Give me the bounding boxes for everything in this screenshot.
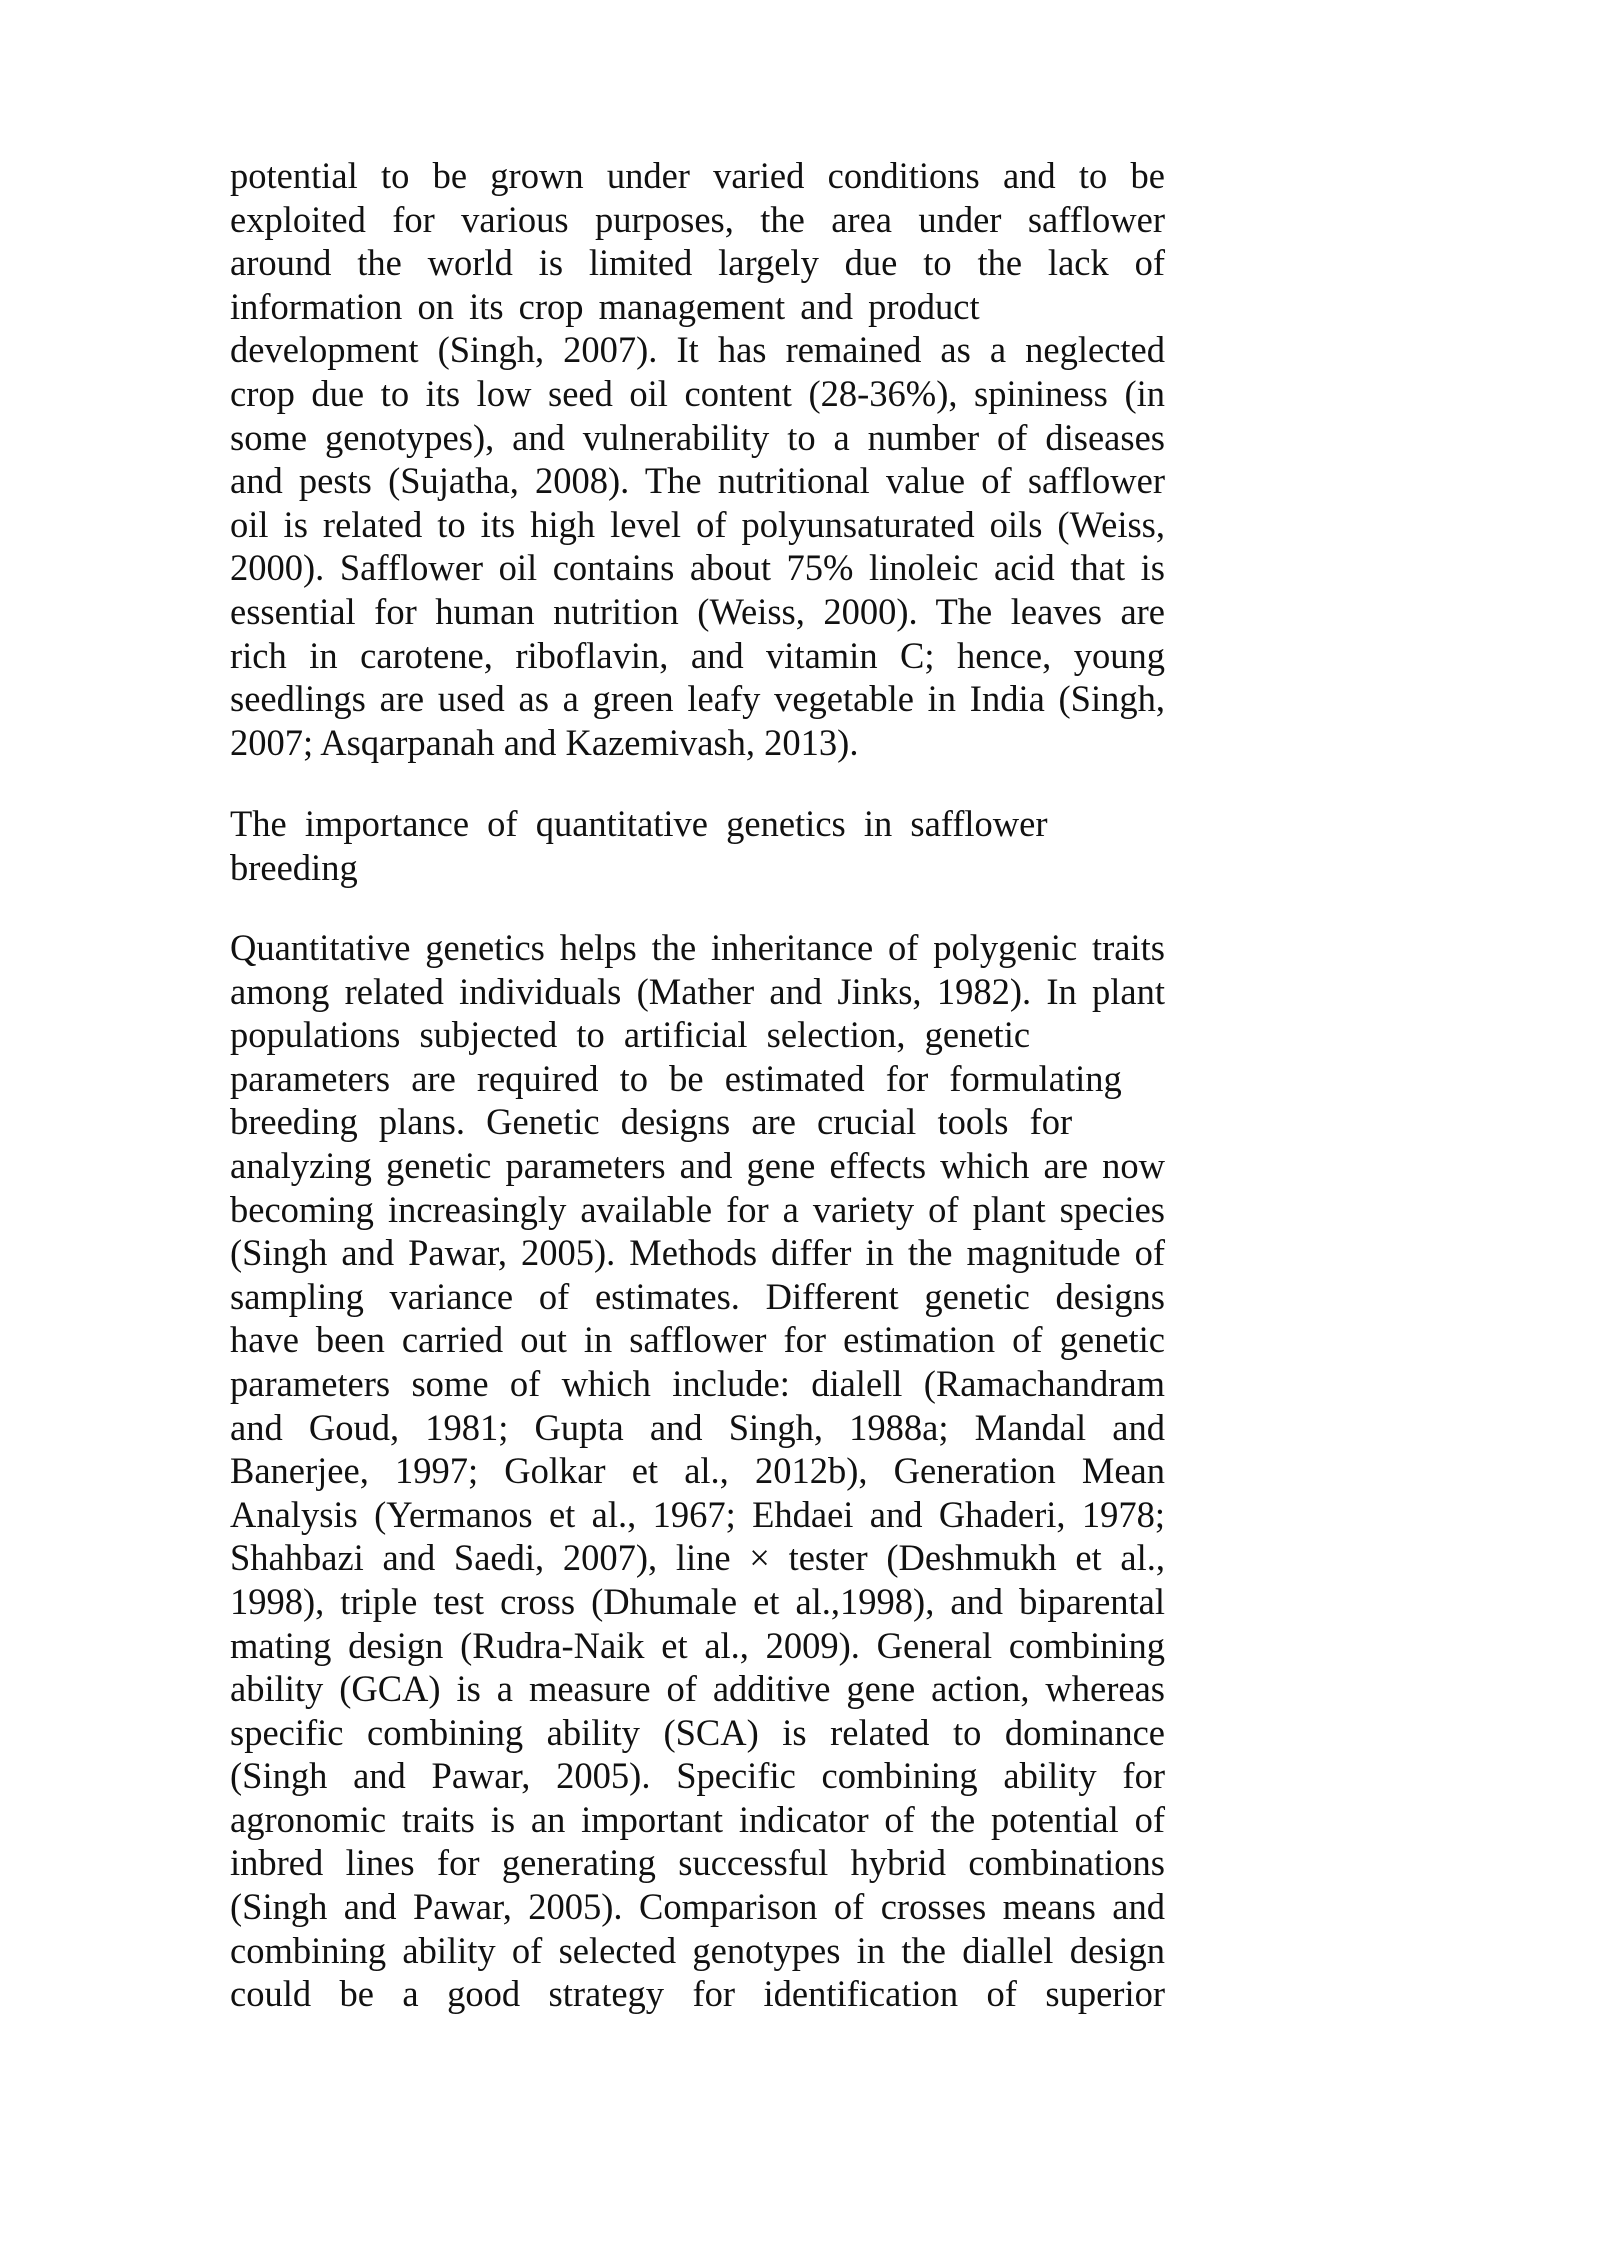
text-line: Banerjee, 1997; Golkar et al., 2012b), Generation Mean xyxy=(230,1450,1165,1492)
text-line: have been carried out in safflower for estimation of genetic xyxy=(230,1319,1165,1361)
text-line: essential for human nutrition (Weiss, 2000). The leaves are xyxy=(230,590,1165,632)
text-line: 1998), triple test cross (Dhumale et al.,1998), and biparental xyxy=(230,1580,1165,1622)
text-line: specific combining ability (SCA) is related to dominance xyxy=(230,1711,1165,1753)
text-line: (Singh and Pawar, 2005). Comparison of crosses means and xyxy=(230,1886,1165,1928)
text-line: 2007; Asqarpanah and Kazemivash, 2013). xyxy=(230,721,859,763)
body-paragraph-1 xyxy=(230,154,1165,764)
text-line: Shahbazi and Saedi, 2007), line × tester (Deshmukh et al., xyxy=(230,1537,1165,1579)
text-line: parameters some of which include: dialell (Ramachandram xyxy=(230,1362,1165,1404)
text-line: development (Singh, 2007). It has remained as a neglected xyxy=(230,329,1165,371)
text-line: sampling variance of estimates. Different genetic designs xyxy=(230,1275,1165,1317)
text-line: potential to be grown under varied conditions and to be xyxy=(230,155,1165,196)
heading-line: breeding xyxy=(230,846,358,888)
text-line: populations subjected to artificial selection, genetic xyxy=(230,1014,1031,1056)
heading-line: The importance of quantitative genetics in safflower xyxy=(230,803,1048,844)
text-line: seedlings are used as a green leafy vegetable in India (Singh, xyxy=(230,678,1165,720)
text-line: (Singh and Pawar, 2005). Specific combining ability for xyxy=(230,1755,1165,1797)
text-line: combining ability of selected genotypes in the diallel design xyxy=(230,1929,1165,1971)
text-line: among related individuals (Mather and Jinks, 1982). In plant xyxy=(230,970,1165,1012)
text-line: inbred lines for generating successful hybrid combinations xyxy=(230,1842,1165,1884)
text-line: and Goud, 1981; Gupta and Singh, 1988a; Mandal and xyxy=(230,1406,1165,1448)
text-line: parameters are required to be estimated for formulating xyxy=(230,1057,1122,1099)
text-line: (Singh and Pawar, 2005). Methods differ in the magnitude of xyxy=(230,1232,1165,1274)
text-line: oil is related to its high level of polyunsaturated oils (Weiss, xyxy=(230,503,1165,545)
text-line: exploited for various purposes, the area under safflower xyxy=(230,198,1165,240)
text-line: mating design (Rudra-Naik et al., 2009). General combining xyxy=(230,1624,1165,1666)
text-line: crop due to its low seed oil content (28-36%), spininess (in xyxy=(230,372,1165,414)
text-line: could be a good strategy for identification of superior xyxy=(230,1973,1165,2015)
text-line: breeding plans. Genetic designs are crucial tools for xyxy=(230,1101,1073,1143)
text-line: analyzing genetic parameters and gene effects which are now xyxy=(230,1144,1165,1186)
text-line: information on its crop management and product xyxy=(230,285,980,327)
text-line: becoming increasingly available for a variety of plant species xyxy=(230,1188,1165,1230)
text-line: and pests (Sujatha, 2008). The nutritional value of safflower xyxy=(230,460,1165,502)
text-line: 2000). Safflower oil contains about 75% linoleic acid that is xyxy=(230,547,1165,589)
text-line: agronomic traits is an important indicator of the potential of xyxy=(230,1798,1165,1840)
text-line: Quantitative genetics helps the inheritance of polygenic traits xyxy=(230,927,1165,968)
text-line: around the world is limited largely due to the lack of xyxy=(230,242,1165,284)
text-line: ability (GCA) is a measure of additive gene action, whereas xyxy=(230,1668,1165,1710)
text-line: some genotypes), and vulnerability to a number of diseases xyxy=(230,416,1165,458)
body-paragraph-2 xyxy=(230,926,1165,2016)
section-heading xyxy=(230,802,1165,889)
text-line: rich in carotene, riboflavin, and vitamin C; hence, young xyxy=(230,634,1165,676)
text-line: Analysis (Yermanos et al., 1967; Ehdaei and Ghaderi, 1978; xyxy=(230,1493,1165,1535)
